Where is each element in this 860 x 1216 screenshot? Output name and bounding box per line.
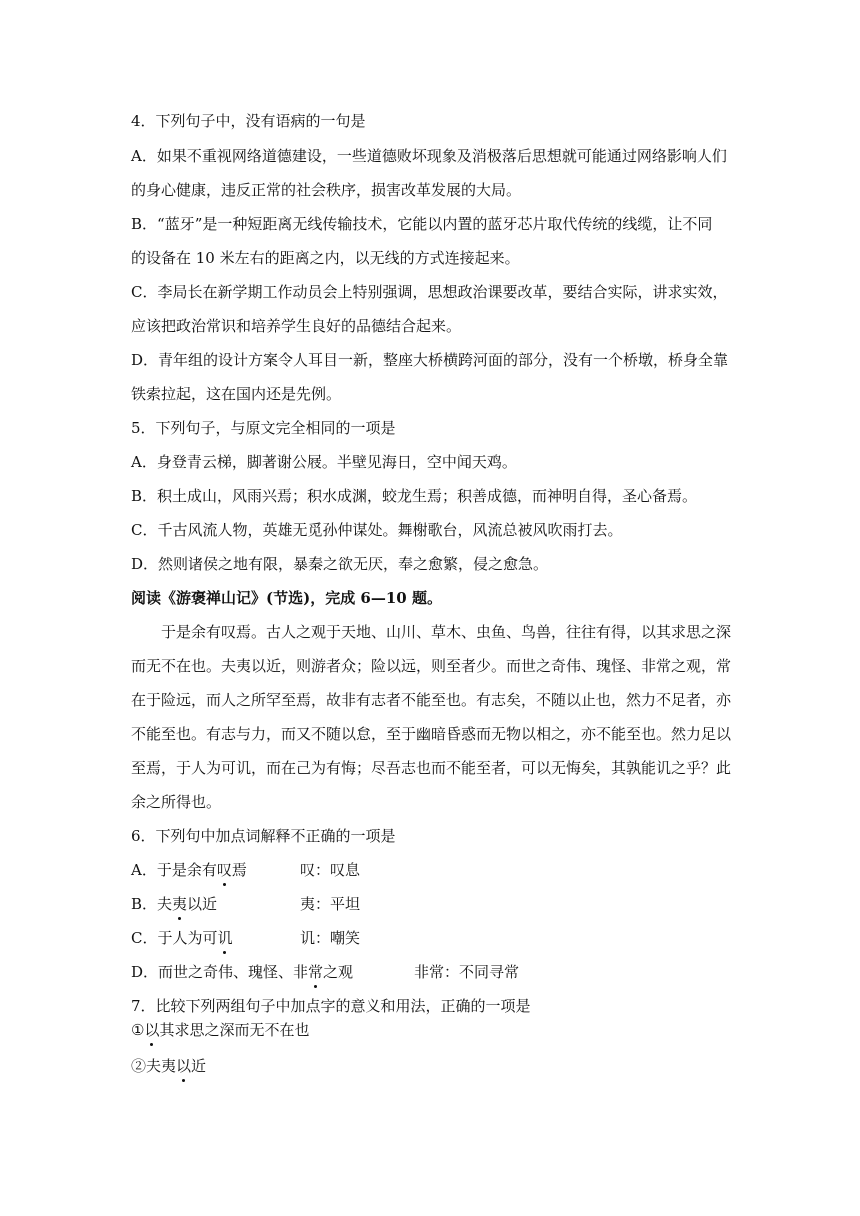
option-text: 之观 xyxy=(323,963,354,981)
sentence-text: ②夫夷 xyxy=(131,1057,177,1075)
q4-option-a-line2: 的身心健康，违反正常的社会秩序，损害改革发展的大局。 xyxy=(131,181,522,199)
q4-option-d-line2: 铁索拉起，这在国内还是先例。 xyxy=(131,385,342,403)
q4-option-d-line1: D．青年组的设计方案令人耳目一新，整座大桥横跨河面的部分，没有一个桥墩，桥身全靠 xyxy=(131,351,729,369)
q7-sentence-1 xyxy=(131,1020,309,1040)
passage-line: 而无不在也。夫夷以近，则游者众；险以远，则至者少。而世之奇伟、瑰怪、非常之观，常 xyxy=(131,657,732,675)
q4-option-a-line1: A．如果不重视网络道德建设，一些道德败坏现象及消极落后思想就可能通过网络影响人们 xyxy=(131,147,727,165)
passage-line: 不能至也。有志与力，而又不随以怠，至于幽暗昏惑而无物以相之，亦不能至也。然力足以 xyxy=(131,725,732,743)
q5-option-a: A．身登青云梯，脚著谢公屐。半壁见海日，空中闻天鸡。 xyxy=(131,453,517,471)
q6-gloss-a: 叹：叹息 xyxy=(300,861,361,879)
sentence-text: 其求思之深而无不在也 xyxy=(159,1021,310,1039)
passage-line: 至焉，于人为可讥，而在己为有悔；尽吾志也而不能至者，可以无悔矣，其孰能讥之乎？此 xyxy=(131,759,732,777)
q4-option-b-line1: B．“蓝牙”是一种短距离无线传输技术，它能以内置的蓝牙芯片取代传统的线缆，让不同 xyxy=(131,215,713,233)
dotted-word: 以 xyxy=(144,1021,160,1039)
q5-stem: 5．下列句子，与原文完全相同的一项是 xyxy=(131,419,396,437)
option-text: A．于是余有 xyxy=(131,861,217,879)
q6-stem: 6．下列句中加点词解释不正确的一项是 xyxy=(131,827,396,845)
dotted-word: 讥 xyxy=(217,929,233,947)
option-text: 焉 xyxy=(231,861,247,879)
dotted-word: 叹 xyxy=(216,861,232,879)
q6-gloss-c: 讥：嘲笑 xyxy=(300,929,361,947)
q7-sentence-2 xyxy=(131,1056,206,1076)
q4-option-c-line1: C．李局长在新学期工作动员会上特别强调，思想政治课要改革，要结合实际，讲求实效， xyxy=(131,283,728,301)
sentence-text: ① xyxy=(131,1021,145,1039)
option-text: B．夫 xyxy=(131,895,173,913)
q4-option-b-line2: 的设备在 10 米左右的距离之内，以无线的方式连接起来。 xyxy=(131,249,520,267)
q6-gloss-d: 非常：不同寻常 xyxy=(414,963,520,981)
option-text: 以近 xyxy=(187,895,218,913)
dotted-word: 常 xyxy=(308,963,324,981)
q7-stem: 7．比较下列两组句子中加点字的意义和用法，正确的一项是 xyxy=(131,997,531,1015)
sentence-text: 近 xyxy=(191,1057,207,1075)
q6-option-a xyxy=(131,860,247,880)
passage-line: 于是余有叹焉。古人之观于天地、山川、草木、虫鱼、鸟兽，往往有得，以其求思之深 xyxy=(161,623,732,641)
q6-option-d xyxy=(131,962,353,982)
q6-option-c xyxy=(131,928,233,948)
reading-heading: 阅读《游褒禅山记》(节选)，完成 6—10 题。 xyxy=(131,589,442,607)
q6-option-b xyxy=(131,894,217,914)
q4-option-c-line2: 应该把政治常识和培养学生良好的品德结合起来。 xyxy=(131,317,462,335)
dotted-word: 夷 xyxy=(172,895,188,913)
passage-line: 余之所得也。 xyxy=(131,793,222,811)
q5-option-d: D．然则诸侯之地有限，暴秦之欲无厌，奉之愈繁，侵之愈急。 xyxy=(131,555,549,573)
q6-gloss-b: 夷：平坦 xyxy=(300,895,361,913)
q4-stem: 4．下列句子中，没有语病的一句是 xyxy=(131,112,366,130)
q5-option-b: B．积土成山，风雨兴焉；积水成渊，蛟龙生焉；积善成德，而神明自得，圣心备焉。 xyxy=(131,487,698,505)
option-text: D．而世之奇伟、瑰怪、非 xyxy=(131,963,309,981)
option-text: C．于人为可 xyxy=(131,929,218,947)
q5-option-c: C．千古风流人物，英雄无觅孙仲谋处。舞榭歌台，风流总被风吹雨打去。 xyxy=(131,521,623,539)
dotted-word: 以 xyxy=(176,1057,192,1075)
passage-line: 在于险远，而人之所罕至焉，故非有志者不能至也。有志矣，不随以止也，然力不足者，亦 xyxy=(131,691,732,709)
